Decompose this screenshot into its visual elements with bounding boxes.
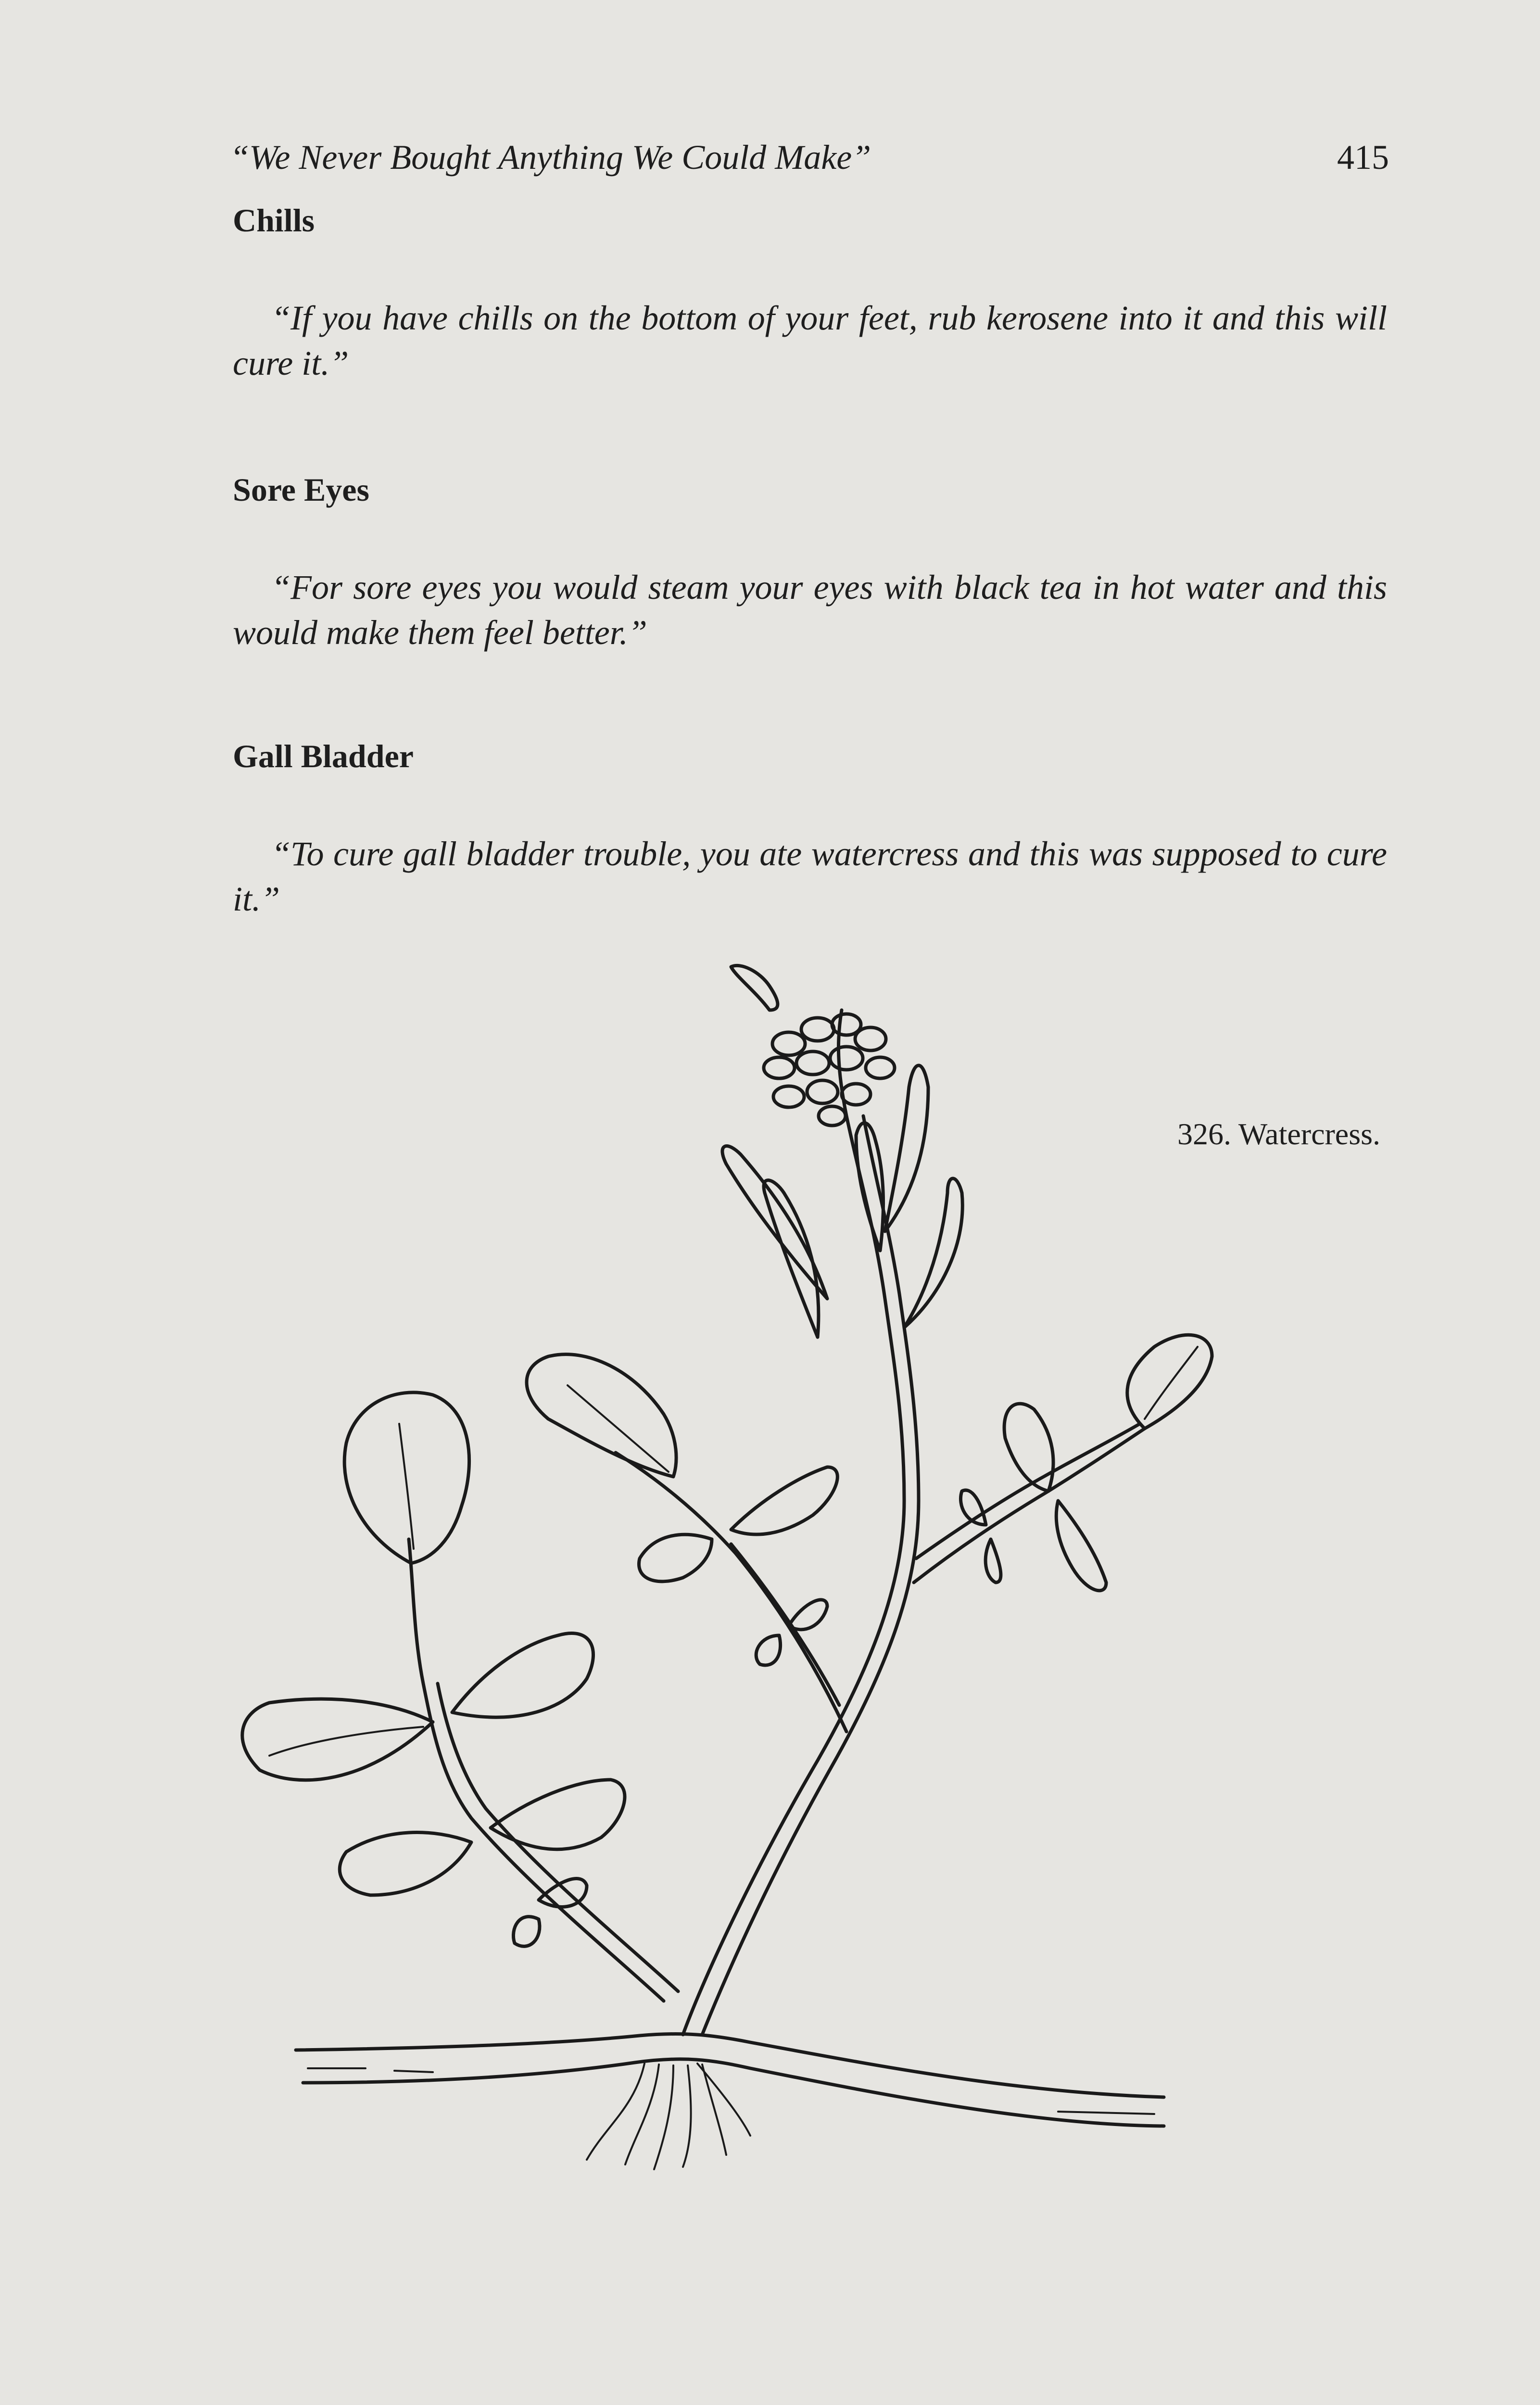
leaf [491,1780,625,1849]
running-title: “We Never Bought Anything We Could Make” [230,138,871,177]
flower-bud [855,1027,886,1051]
leaf [344,1392,469,1563]
section-heading: Chills [233,202,315,239]
leaf [731,1467,837,1534]
right-branch [916,1424,1140,1558]
flower-bud [801,1018,834,1041]
leaf-vein [269,1727,423,1756]
leaf [1004,1404,1053,1491]
flower-tip [731,965,778,1010]
flower-bud [807,1080,838,1103]
seed-pod [904,1178,962,1328]
flower-bud [796,1051,829,1075]
leaf [452,1633,593,1718]
leaf [1127,1335,1212,1429]
leaf [539,1879,587,1907]
leaf-vein [399,1424,414,1549]
figure-caption: 326. Watercress. [1177,1117,1380,1151]
seed-pod [764,1180,819,1337]
flower-bud [866,1057,895,1078]
left-stem [438,1684,678,1991]
flower-bud [819,1106,846,1126]
page-number: 415 [1337,138,1389,177]
leaf [985,1539,1001,1582]
rhizome-line [303,2059,1164,2126]
middle-branch [616,1453,846,1732]
section-heading: Sore Eyes [233,471,369,508]
section-heading: Gall Bladder [233,738,414,774]
leaf [756,1635,780,1665]
seed-pod [885,1065,928,1231]
root-strands [587,2063,750,2169]
main-stem [683,1010,904,2035]
flower-bud [842,1084,871,1105]
leaf [960,1490,986,1525]
right-branch [914,1429,1145,1582]
leaf [639,1534,712,1582]
section-quote: “For sore eyes you would steam your eyes with black tea in hot water and this would make them feel better.” [233,568,1387,652]
leaf [340,1833,471,1895]
flower-bud [830,1047,863,1070]
leaf-vein [1145,1347,1198,1419]
section-quote: “If you have chills on the bottom of your feet, rub kerosene into it and this will cure it.” [233,299,1387,382]
section-quote: “To cure gall bladder trouble, you ate watercress and this was supposed to cure it.” [233,835,1387,918]
leaf [789,1600,827,1630]
flower-bud [764,1057,795,1078]
flower-bud [772,1032,805,1055]
left-stem [409,1539,664,2001]
leaf [513,1917,540,1947]
flower-bud [773,1086,804,1107]
leaf [1056,1501,1106,1591]
leaf [242,1699,433,1780]
